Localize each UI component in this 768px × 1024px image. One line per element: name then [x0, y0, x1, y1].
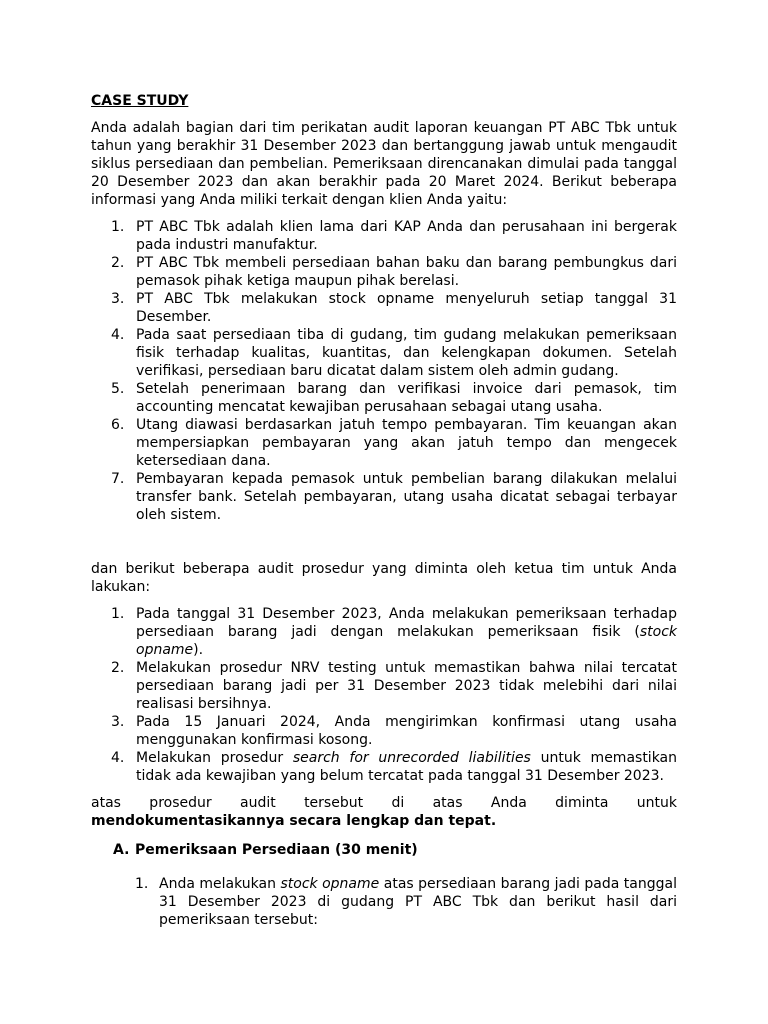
item-text: PT ABC Tbk adalah klien lama dari KAP Anda dan perusahaan ini bergerak pada industri manufaktur.: [136, 219, 677, 253]
closing-bold-text: mendokumentasikannya secara lengkap dan tepat.: [91, 813, 497, 829]
item-text: PT ABC Tbk melakukan stock opname menyeluruh setiap tanggal 31 Desember.: [136, 291, 677, 325]
closing-text: atas prosedur audit tersebut di atas Anda diminta untuk: [91, 795, 677, 811]
list-item: [91, 290, 677, 326]
case-study-title: CASE STUDY: [91, 93, 189, 109]
section-letter: A.: [113, 842, 130, 858]
item-text-pre: Pada tanggal 31 Desember 2023, Anda melakukan pemeriksaan terhadap persediaan barang jadi dengan melakukan pemeriksaan fisik (: [136, 606, 677, 640]
item-number: 2.: [111, 255, 125, 271]
spacer: [91, 524, 677, 560]
client-info-list: [91, 218, 677, 524]
closing-paragraph: [91, 794, 677, 830]
intro-paragraph: Anda adalah bagian dari tim perikatan audit laporan keuangan PT ABC Tbk untuk tahun yang berakhir 31 Desember 2023 dan bertanggung jawab untuk mengaudit siklus persediaan dan pembelian. Pemeriksaan direncanakan dimulai pada tanggal 20 Desember 2023 dan akan berakhir pada 20 Maret 2024. Berikut beberapa informasi yang Anda miliki terkait dengan klien Anda yaitu:: [91, 120, 677, 208]
item-number: 1.: [135, 876, 149, 892]
item-text-emphasis: stock opname: [280, 876, 380, 892]
item-number: 3.: [111, 714, 125, 730]
item-text: Melakukan prosedur NRV testing untuk memastikan bahwa nilai tercatat persediaan barang jadi per 31 Desember 2023 tidak melebihi dari nilai realisasi bersihnya.: [136, 660, 677, 712]
item-text-emphasis: search for unrecorded liabilities: [292, 750, 531, 766]
item-number: 3.: [111, 291, 125, 307]
section-a-heading: [91, 841, 677, 859]
item-text-pre: Melakukan prosedur: [136, 750, 293, 766]
item-number: 4.: [111, 750, 125, 766]
list-item: [91, 749, 677, 785]
list-item: [91, 380, 677, 416]
list-item: [91, 605, 677, 659]
item-text-post: atas persediaan barang jadi pada tanggal 31 Desember 2023 di gudang PT ABC Tbk dan berikut hasil dari pemeriksaan tersebut:: [159, 876, 677, 928]
list-item: [91, 875, 677, 929]
item-text: Pada 15 Januari 2024, Anda mengirimkan konfirmasi utang usaha menggunakan konfirmasi kosong.: [136, 714, 677, 748]
list-item: [91, 254, 677, 290]
item-text: Setelah penerimaan barang dan verifikasi invoice dari pemasok, tim accounting mencatat kewajiban perusahaan sebagai utang usaha.: [136, 381, 677, 415]
item-number: 7.: [111, 471, 125, 487]
item-text: Utang diawasi berdasarkan jatuh tempo pembayaran. Tim keuangan akan mempersiapkan pembayaran yang akan jatuh tempo dan mengecek ketersediaan dana.: [136, 417, 677, 469]
item-number: 1.: [111, 219, 125, 235]
item-number: 2.: [111, 660, 125, 676]
item-number: 1.: [111, 606, 125, 622]
section-title: Pemeriksaan Persediaan (30 menit): [135, 842, 418, 858]
list-item: [91, 470, 677, 524]
item-number: 6.: [111, 417, 125, 433]
list-item: [91, 416, 677, 470]
document-content: [91, 92, 677, 929]
section-a-list: [91, 875, 677, 929]
audit-procedures-list: [91, 605, 677, 785]
list-item: [91, 713, 677, 749]
item-text-post: ).: [193, 642, 204, 658]
item-text-pre: Anda melakukan: [159, 876, 281, 892]
list-item: [91, 659, 677, 713]
item-text-emphasis: stock opname: [136, 624, 677, 658]
item-number: 5.: [111, 381, 125, 397]
item-number: 4.: [111, 327, 125, 343]
procedures-intro-paragraph: dan berikut beberapa audit prosedur yang diminta oleh ketua tim untuk Anda lakukan:: [91, 561, 677, 595]
item-text: PT ABC Tbk membeli persediaan bahan baku dan barang pembungkus dari pemasok pihak ketiga maupun pihak berelasi.: [136, 255, 677, 289]
list-item: [91, 218, 677, 254]
item-text-post: untuk memastikan tidak ada kewajiban yang belum tercatat pada tanggal 31 Desember 2023.: [136, 750, 678, 784]
item-text: Pada saat persediaan tiba di gudang, tim gudang melakukan pemeriksaan fisik terhadap kualitas, kuantitas, dan kelengkapan dokumen. Setelah verifikasi, persediaan baru dicatat dalam sistem oleh admin gudang.: [136, 327, 677, 379]
item-text: Pembayaran kepada pemasok untuk pembelian barang dilakukan melalui transfer bank. Setelah pembayaran, utang usaha dicatat sebagai terbayar oleh sistem.: [136, 471, 677, 523]
list-item: [91, 326, 677, 380]
